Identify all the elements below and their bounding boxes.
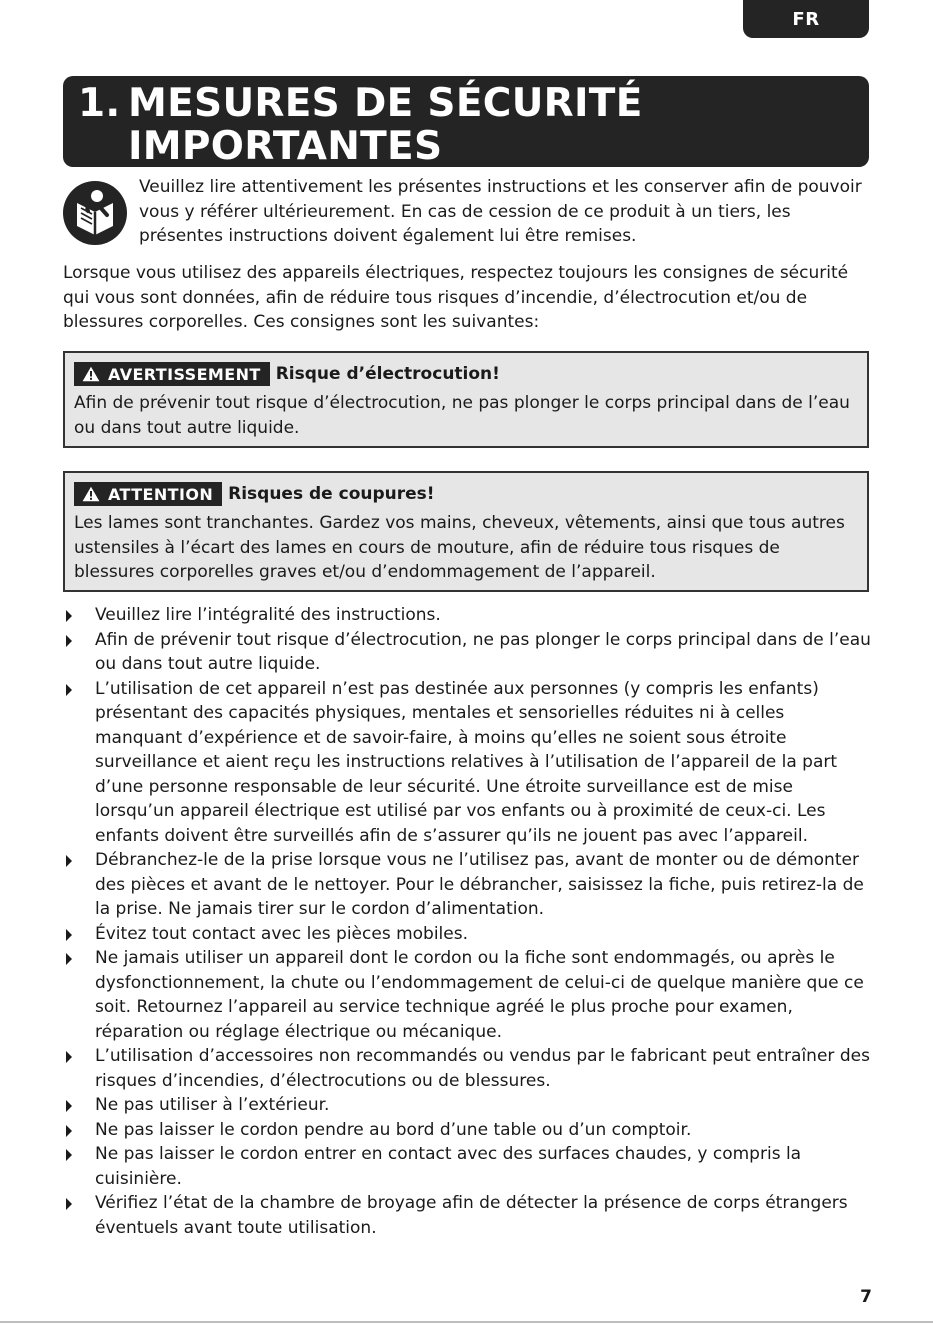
list-item: L’utilisation de cet appareil n’est pas destinée aux personnes (y compris les enfants) présentant des capacités physiques, mentales et sensorielles réduites ni à celles manquant d’expérience et de savoir-faire, à moins qu’elles ne soient sous étroite surveillance et aient reçu les instructions relatives à l’utilisation de l’appareil de la part d’une personne responsable de leur sécurité. Une étroite surveillance est de mise lorsqu’un appareil électrique est utilisé par vos enfants ou à proximité de ceux-ci. Les enfants doivent être surveillés afin de s’assurer qu’ils ne jouent pas avec l’appareil. [63,677,873,849]
list-item: Ne pas utiliser à l’extérieur. [63,1093,873,1118]
page-divider [0,1321,933,1323]
intro-text: Veuillez lire attentivement les présentes instructions et les conserver afin de pouvoir vous y référer ultérieurement. En cas de cession de ce produit à un tiers, les présentes instructions doivent également lui être remises. [139,177,862,246]
language-tab: FR [743,0,869,38]
list-item: Évitez tout contact avec les pièces mobiles. [63,922,873,947]
warning-title: Risque d’électrocution! [275,364,500,384]
bullet-icon [66,1125,72,1137]
list-item: Ne jamais utiliser un appareil dont le cordon ou la fiche sont endommagés, ou après le dysfonctionnement, la chute ou l’endommagement de celui-ci de quelque manière que ce soit. Retournez l’appareil au service technique agréé le plus proche pour examen, réparation ou réglage électrique ou mécanique. [63,946,873,1044]
read-manual-icon [63,181,127,245]
caution-title: Risques de coupures! [228,484,435,504]
warning-notice [63,351,869,448]
bullet-icon [66,929,72,941]
bullet-icon [66,610,72,622]
caution-badge [74,482,222,506]
list-item: Vérifiez l’état de la chambre de broyage afin de détecter la présence de corps étrangers éventuels avant toute utilisation. [63,1191,873,1240]
list-item: Veuillez lire l’intégralité des instructions. [63,603,873,628]
list-item: Ne pas laisser le cordon pendre au bord d’une table ou d’un comptoir. [63,1118,873,1143]
safety-paragraph: Lorsque vous utilisez des appareils électriques, respectez toujours les consignes de sécurité qui vous sont données, afin de réduire tous risques d’incendie, d’électrocution et/ou de blessures corporelles. Ces consignes sont les suivantes: [63,263,849,332]
list-item: L’utilisation d’accessoires non recommandés ou vendus par le fabricant peut entraîner des risques d’incendies, d’électrocutions ou de blessures. [63,1044,873,1093]
bullet-icon [66,684,72,696]
warning-body: Afin de prévenir tout risque d’électrocution, ne pas plonger le corps principal dans de l’eau ou dans tout autre liquide. [74,393,850,438]
page-number: 7 [860,1287,872,1307]
bullet-icon [66,1149,72,1161]
caution-badge-label: ATTENTION [108,484,214,504]
bullet-icon [66,953,72,965]
warning-badge [74,362,270,386]
section-title [63,76,869,167]
list-item: Débranchez-le de la prise lorsque vous ne l’utilisez pas, avant de monter ou de démonter des pièces et avant de le nettoyer. Pour le débrancher, saisissez la fiche, puis retirez-la de la prise. Ne jamais tirer sur le cordon d’alimentation. [63,848,873,922]
warning-triangle-icon [82,366,100,382]
bullet-icon [66,855,72,867]
bullet-icon [66,1100,72,1112]
section-number: 1. [78,81,121,126]
bullet-icon [66,1051,72,1063]
warning-triangle-icon [82,486,100,502]
safety-list [63,603,873,1240]
bullet-icon [66,635,72,647]
caution-notice [63,471,869,592]
caution-body: Les lames sont tranchantes. Gardez vos mains, cheveux, vêtements, ainsi que tous autres ustensiles à l’écart des lames en cours de mouture, afin de réduire tous risques de blessures corporelles graves et/ou d’endommagement de l’appareil. [74,513,845,582]
bullet-icon [66,1198,72,1210]
warning-badge-label: AVERTISSEMENT [108,364,261,384]
title-line-1: MESURES DE SÉCURITÉ [128,81,643,126]
title-line-2: IMPORTANTES [128,124,443,169]
list-item: Ne pas laisser le cordon entrer en contact avec des surfaces chaudes, y compris la cuisinière. [63,1142,873,1191]
list-item: Afin de prévenir tout risque d’électrocution, ne pas plonger le corps principal dans de l’eau ou dans tout autre liquide. [63,628,873,677]
intro-block [63,175,869,255]
